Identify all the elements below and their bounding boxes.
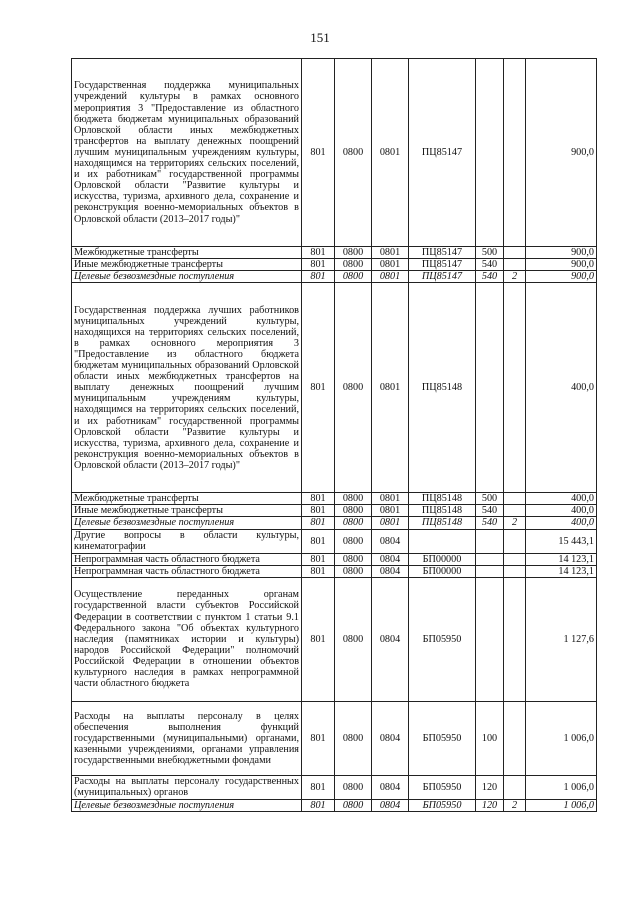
row-subsection: 0804 bbox=[372, 701, 409, 775]
row-expense-type bbox=[476, 565, 504, 577]
row-funding-source bbox=[504, 701, 526, 775]
row-name: Межбюджетные трансферты bbox=[72, 247, 302, 259]
row-section: 0800 bbox=[335, 247, 372, 259]
row-funding-source bbox=[504, 565, 526, 577]
row-expense-type bbox=[476, 577, 504, 701]
row-target-article: ПЦ85147 bbox=[409, 271, 476, 283]
row-section: 0800 bbox=[335, 283, 372, 493]
row-target-article: ПЦ85147 bbox=[409, 259, 476, 271]
row-subsection: 0801 bbox=[372, 283, 409, 493]
row-section: 0800 bbox=[335, 529, 372, 553]
table-row bbox=[72, 565, 597, 577]
row-funding-source bbox=[504, 247, 526, 259]
row-target-article: БП05950 bbox=[409, 577, 476, 701]
row-subsection: 0801 bbox=[372, 247, 409, 259]
row-expense-type: 100 bbox=[476, 701, 504, 775]
row-expense-type bbox=[476, 553, 504, 565]
table-row bbox=[72, 493, 597, 505]
row-amount: 400,0 bbox=[526, 505, 597, 517]
row-grbs: 801 bbox=[302, 701, 335, 775]
row-name: Непрограммная часть областного бюджета bbox=[72, 565, 302, 577]
budget-table bbox=[71, 58, 597, 812]
row-funding-source: 2 bbox=[504, 271, 526, 283]
row-subsection: 0804 bbox=[372, 565, 409, 577]
row-section: 0800 bbox=[335, 577, 372, 701]
table-row bbox=[72, 799, 597, 811]
row-section: 0800 bbox=[335, 271, 372, 283]
row-amount: 1 006,0 bbox=[526, 799, 597, 811]
row-name: Целевые безвозмездные поступления bbox=[72, 271, 302, 283]
row-target-article: БП05950 bbox=[409, 799, 476, 811]
row-section: 0800 bbox=[335, 505, 372, 517]
row-subsection: 0801 bbox=[372, 505, 409, 517]
table-row bbox=[72, 517, 597, 529]
row-target-article bbox=[409, 529, 476, 553]
row-name: Целевые безвозмездные поступления bbox=[72, 517, 302, 529]
row-target-article: ПЦ85148 bbox=[409, 493, 476, 505]
row-expense-type: 540 bbox=[476, 517, 504, 529]
row-amount: 900,0 bbox=[526, 271, 597, 283]
row-subsection: 0804 bbox=[372, 799, 409, 811]
row-section: 0800 bbox=[335, 553, 372, 565]
row-expense-type: 540 bbox=[476, 271, 504, 283]
row-name: Целевые безвозмездные поступления bbox=[72, 799, 302, 811]
row-amount: 900,0 bbox=[526, 59, 597, 247]
row-amount: 400,0 bbox=[526, 283, 597, 493]
table-row bbox=[72, 529, 597, 553]
table-row bbox=[72, 259, 597, 271]
row-grbs: 801 bbox=[302, 517, 335, 529]
row-amount: 1 006,0 bbox=[526, 775, 597, 799]
row-section: 0800 bbox=[335, 59, 372, 247]
row-amount: 900,0 bbox=[526, 247, 597, 259]
row-name: Государственная поддержка муниципальных учреждений культуры в рамках основного мероприятия 3 "Предоставление из областного бюджета бюджетам муниципальных образований Орловской области иных межбюджетных трансфертов на выплату денежных поощрений лучшим муниципальным учреждениям культуры, находящимся на территориях сельских поселений, и их работникам" государственной программы Орловской области "Развитие культуры и искусства, туризма, архивного дела, сохранение и реконструкция военно-мемориальных объектов в Орловской области (2013–2017 годы)" bbox=[72, 59, 302, 247]
row-subsection: 0801 bbox=[372, 259, 409, 271]
row-target-article: ПЦ85148 bbox=[409, 505, 476, 517]
row-subsection: 0801 bbox=[372, 517, 409, 529]
row-subsection: 0804 bbox=[372, 553, 409, 565]
table-row bbox=[72, 271, 597, 283]
table-row bbox=[72, 701, 597, 775]
row-amount: 14 123,1 bbox=[526, 565, 597, 577]
row-grbs: 801 bbox=[302, 59, 335, 247]
row-expense-type bbox=[476, 529, 504, 553]
row-grbs: 801 bbox=[302, 529, 335, 553]
row-name: Иные межбюджетные трансферты bbox=[72, 505, 302, 517]
row-grbs: 801 bbox=[302, 799, 335, 811]
table-row bbox=[72, 247, 597, 259]
row-grbs: 801 bbox=[302, 493, 335, 505]
row-section: 0800 bbox=[335, 259, 372, 271]
row-name: Другие вопросы в области культуры, кинематографии bbox=[72, 529, 302, 553]
row-funding-source bbox=[504, 59, 526, 247]
row-target-article: БП00000 bbox=[409, 553, 476, 565]
row-amount: 1 006,0 bbox=[526, 701, 597, 775]
row-name: Государственная поддержка лучших работников муниципальных учреждений культуры, находящихся на территориях сельских поселений, в рамках основного мероприятия 3 "Предоставление из областного бюджета бюджетам муниципальных образований Орловской области иных межбюджетных трансфертов на выплату денежных поощрений лучшим муниципальным учреждениям культуры, находящимся на территориях сельских поселений, и их работникам" государственной программы Орловской области "Развитие культуры и искусства, туризма, архивного дела, сохранение и реконструкция военно-мемориальных объектов в Орловской области (2013–2017 годы)" bbox=[72, 283, 302, 493]
row-expense-type: 120 bbox=[476, 799, 504, 811]
row-grbs: 801 bbox=[302, 283, 335, 493]
row-section: 0800 bbox=[335, 493, 372, 505]
row-amount: 15 443,1 bbox=[526, 529, 597, 553]
row-subsection: 0801 bbox=[372, 59, 409, 247]
row-grbs: 801 bbox=[302, 259, 335, 271]
row-name: Расходы на выплаты персоналу государственных (муниципальных) органов bbox=[72, 775, 302, 799]
row-expense-type: 540 bbox=[476, 259, 504, 271]
page-number: 151 bbox=[310, 30, 330, 45]
row-funding-source bbox=[504, 775, 526, 799]
row-name: Расходы на выплаты персоналу в целях обеспечения выполнения функций государственными (муниципальными) органами, казенными учреждениями, органами управления государственными внебюджетными фондами bbox=[72, 701, 302, 775]
table-row bbox=[72, 577, 597, 701]
row-expense-type: 500 bbox=[476, 493, 504, 505]
row-funding-source: 2 bbox=[504, 517, 526, 529]
row-grbs: 801 bbox=[302, 553, 335, 565]
row-name: Осуществление переданных органам государственной власти субъектов Российской Федерации в соответствии с пунктом 1 статьи 9.1 Федерального закона "Об объектах культурного наследия (памятниках истории и культуры) народов Российской Федерации" полномочий Российской Федерации в отношении объектов культурного наследия в рамках непрограммной части областного бюджета bbox=[72, 577, 302, 701]
row-funding-source bbox=[504, 577, 526, 701]
row-funding-source bbox=[504, 529, 526, 553]
row-expense-type: 540 bbox=[476, 505, 504, 517]
row-section: 0800 bbox=[335, 701, 372, 775]
row-name: Межбюджетные трансферты bbox=[72, 493, 302, 505]
row-subsection: 0804 bbox=[372, 775, 409, 799]
table-row bbox=[72, 59, 597, 247]
row-section: 0800 bbox=[335, 565, 372, 577]
row-funding-source bbox=[504, 493, 526, 505]
row-grbs: 801 bbox=[302, 565, 335, 577]
row-funding-source bbox=[504, 505, 526, 517]
row-target-article: БП05950 bbox=[409, 775, 476, 799]
table-row bbox=[72, 553, 597, 565]
row-amount: 1 127,6 bbox=[526, 577, 597, 701]
row-target-article: ПЦ85148 bbox=[409, 517, 476, 529]
row-section: 0800 bbox=[335, 799, 372, 811]
row-expense-type: 120 bbox=[476, 775, 504, 799]
row-name: Иные межбюджетные трансферты bbox=[72, 259, 302, 271]
row-grbs: 801 bbox=[302, 505, 335, 517]
table-row bbox=[72, 505, 597, 517]
row-grbs: 801 bbox=[302, 247, 335, 259]
row-amount: 14 123,1 bbox=[526, 553, 597, 565]
row-section: 0800 bbox=[335, 775, 372, 799]
row-target-article: БП05950 bbox=[409, 701, 476, 775]
row-subsection: 0801 bbox=[372, 271, 409, 283]
row-funding-source bbox=[504, 283, 526, 493]
row-funding-source: 2 bbox=[504, 799, 526, 811]
row-grbs: 801 bbox=[302, 577, 335, 701]
row-amount: 400,0 bbox=[526, 517, 597, 529]
row-subsection: 0804 bbox=[372, 577, 409, 701]
row-subsection: 0804 bbox=[372, 529, 409, 553]
row-amount: 900,0 bbox=[526, 259, 597, 271]
row-name: Непрограммная часть областного бюджета bbox=[72, 553, 302, 565]
row-expense-type bbox=[476, 59, 504, 247]
table-row bbox=[72, 283, 597, 493]
row-grbs: 801 bbox=[302, 775, 335, 799]
row-target-article: ПЦ85147 bbox=[409, 59, 476, 247]
row-grbs: 801 bbox=[302, 271, 335, 283]
row-target-article: БП00000 bbox=[409, 565, 476, 577]
row-section: 0800 bbox=[335, 517, 372, 529]
row-amount: 400,0 bbox=[526, 493, 597, 505]
row-subsection: 0801 bbox=[372, 493, 409, 505]
row-expense-type: 500 bbox=[476, 247, 504, 259]
row-funding-source bbox=[504, 553, 526, 565]
row-funding-source bbox=[504, 259, 526, 271]
row-target-article: ПЦ85148 bbox=[409, 283, 476, 493]
row-target-article: ПЦ85147 bbox=[409, 247, 476, 259]
table-row bbox=[72, 775, 597, 799]
row-expense-type bbox=[476, 283, 504, 493]
